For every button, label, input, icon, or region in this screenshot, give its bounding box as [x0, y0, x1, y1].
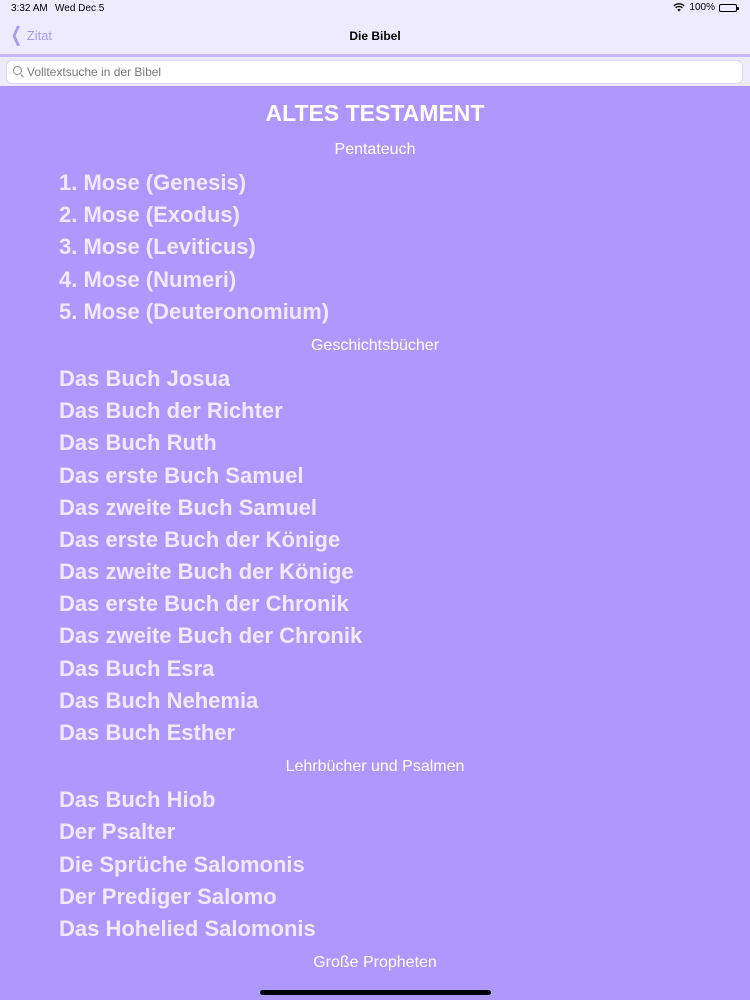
book-link[interactable]: Das erste Buch Samuel [59, 462, 304, 488]
status-bar [0, 0, 750, 18]
book-link[interactable]: Das Buch Esther [59, 720, 236, 745]
search-bar [0, 54, 750, 86]
home-indicator[interactable] [260, 990, 491, 995]
back-label: Zitat [26, 27, 53, 43]
testament-heading: ALTES TESTAMENT [265, 100, 485, 126]
section-heading: Große Propheten [313, 954, 437, 972]
search-icon [13, 66, 22, 75]
book-link[interactable]: 2. Mose (Exodus) [59, 202, 240, 228]
book-link[interactable]: Das Buch Nehemia [59, 687, 259, 713]
chevron-left-icon: ❮ [10, 24, 23, 46]
book-link[interactable]: Das Buch Hiob [59, 787, 216, 813]
book-link[interactable]: Das Hohelied Salomonis [59, 915, 316, 941]
book-groups [0, 141, 750, 975]
book-link[interactable]: Das zweite Buch der Könige [59, 559, 354, 585]
book-list [0, 86, 750, 980]
navigation-bar [0, 18, 750, 54]
page-title: Die Bibel [349, 29, 401, 43]
book-link[interactable]: Das Buch Josua [59, 365, 231, 391]
book-link[interactable]: 5. Mose (Deuteronomium) [59, 298, 330, 324]
book-link[interactable]: Das Buch Ruth [59, 430, 217, 456]
wifi-icon [673, 3, 685, 12]
search-input[interactable] [27, 63, 727, 81]
book-link[interactable]: 1. Mose (Genesis) [59, 170, 247, 195]
battery-percent: 100% [689, 2, 715, 13]
section-heading: Lehrbücher und Psalmen [285, 758, 465, 776]
section-heading: Pentateuch [334, 141, 416, 158]
book-link[interactable]: Das Buch der Richter [59, 398, 283, 424]
search-field[interactable] [6, 60, 743, 84]
status-right [673, 2, 737, 13]
battery-icon [719, 4, 737, 12]
book-link[interactable]: Das erste Buch der Chronik [59, 591, 349, 617]
book-link[interactable]: Der Prediger Salomo [59, 883, 277, 909]
book-link[interactable]: Der Psalter [59, 819, 176, 845]
status-date: Wed Dec 5 [55, 3, 105, 14]
book-link[interactable]: Das zweite Buch der Chronik [59, 623, 363, 649]
book-link[interactable]: Das erste Buch der Könige [59, 526, 341, 552]
book-link[interactable]: Die Sprüche Salomonis [59, 851, 305, 877]
book-link[interactable]: 3. Mose (Leviticus) [59, 234, 256, 260]
book-link[interactable]: Das zweite Buch Samuel [59, 494, 317, 520]
book-link[interactable]: 4. Mose (Numeri) [59, 266, 237, 292]
book-link[interactable]: Das Buch Esra [59, 655, 215, 681]
status-time: 3:32 AM [11, 3, 48, 14]
section-heading: Geschichtsbücher [310, 336, 440, 354]
